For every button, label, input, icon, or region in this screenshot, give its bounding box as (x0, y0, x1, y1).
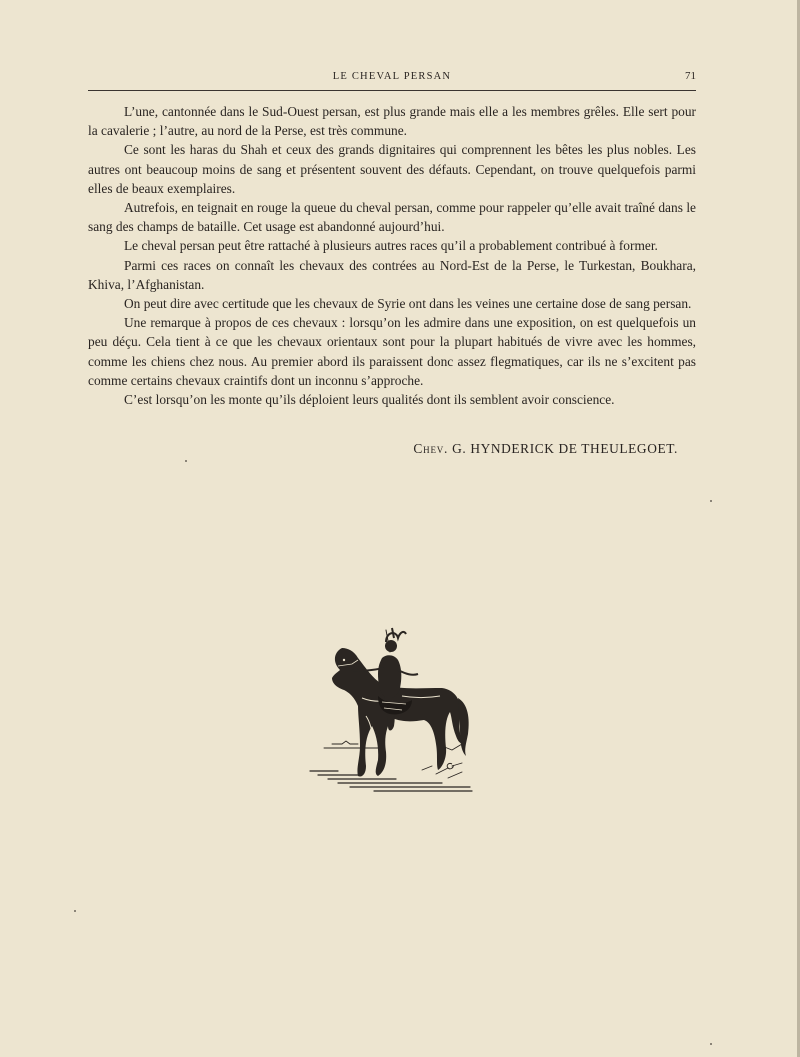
page-number: 71 (685, 70, 696, 82)
body-text (88, 102, 696, 409)
running-title: LE CHEVAL PERSAN (332, 71, 452, 82)
paper-speck (74, 910, 76, 912)
paragraph: Ce sont les haras du Shah et ceux des grands dignitaires qui comprennent les bêtes les plus nobles. Les autres ont beaucoup moins de sang et présentent souvent des défauts. Cependant, on trouve quelquefois parmi elles de beaux exemplaires. (88, 142, 696, 196)
paragraph: On peut dire avec certitude que les chevaux de Syrie ont dans les veines une certaine dose de sang persan. (124, 296, 692, 312)
paragraph: C’est lorsqu’on les monte qu’ils déploient leurs qualités dont ils semblent avoir conscience. (124, 392, 615, 408)
paragraph: L’une, cantonnée dans le Sud-Ouest persan, est plus grande mais elle a les membres grêles. Elle sert pour la cavalerie ; l’autre, au nord de la Perse, est très commune. (88, 104, 696, 139)
paper-speck (185, 460, 187, 462)
paragraph: Une remarque à propos de ces chevaux : lorsqu’on les admire dans une exposition, on est quelquefois un peu déçu. Cela tient à ce que les chevaux orientaux sont pour la plupart habitués de vivre avec les hommes, comme les chiens chez nous. Au premier abord ils paraissent donc assez flegmatiques, car ils ne s’excitent pas comme certains chevaux craintifs dont un inconnu s’approche. (88, 315, 696, 388)
paragraph: Le cheval persan peut être rattaché à plusieurs autres races qu’il a probablement contribué à former. (124, 238, 658, 254)
signature-title: Chev. (413, 441, 449, 456)
paragraph: Autrefois, en teignait en rouge la queue du cheval persan, comme pour rappeler qu’elle avait traîné dans le sang des champs de bataille. Cet usage est abandonné aujourd’hui. (88, 200, 696, 235)
engraving-svg (302, 618, 482, 800)
mounted-warrior-engraving-icon (302, 618, 482, 800)
author-signature (88, 441, 678, 457)
paper-speck (710, 500, 712, 502)
paper-speck (710, 1043, 712, 1045)
running-head (88, 68, 696, 91)
paragraph: Parmi ces races on connaît les chevaux des contrées au Nord-Est de la Perse, le Turkestan, Boukhara, Khiva, l’Afghanistan. (88, 257, 696, 292)
signature-name: G. HYNDERICK DE THEULEGOET. (452, 441, 678, 456)
